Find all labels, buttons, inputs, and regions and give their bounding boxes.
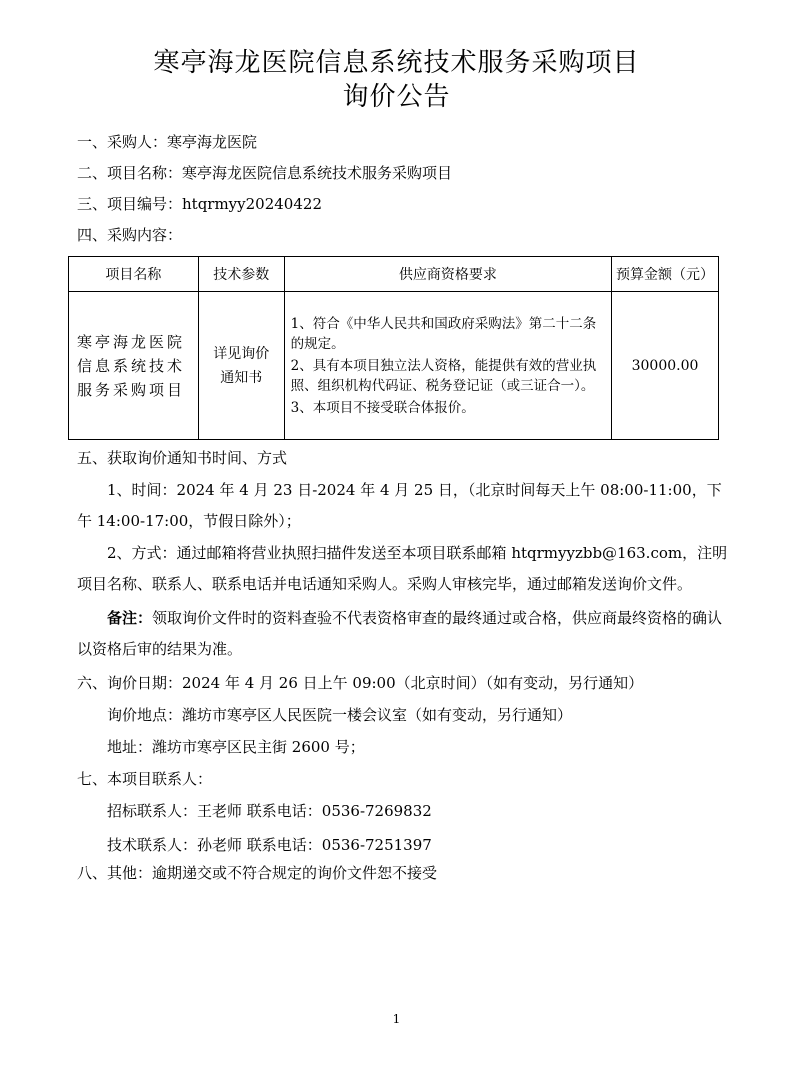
header-tech-params: 技术参数 xyxy=(198,257,284,292)
table-header-row xyxy=(69,257,719,292)
header-budget: 预算金额（元） xyxy=(612,257,719,292)
section-project-name: 二、项目名称：寒亭海龙医院信息系统技术服务采购项目 xyxy=(77,164,453,182)
qualification-item: 3、本项目不接受联合体报价。 xyxy=(290,399,475,416)
cell-supplier-qualification xyxy=(284,292,611,440)
inquiry-address: 地址：潍坊市寒亭区民主街 2600 号； xyxy=(107,738,365,756)
qualification-item: 1、符合《中华人民共和国政府采购法》第二十二条的规定。 xyxy=(290,315,597,352)
section-other: 八、其他：逾期递交或不符合规定的询价文件恕不接受 xyxy=(77,864,438,882)
document-title-line2: 询价公告 xyxy=(342,82,451,112)
cell-project-name-line: 信息系统技术 xyxy=(77,356,186,375)
header-project-name: 项目名称 xyxy=(69,257,199,292)
bid-contact: 招标联系人：王老师 联系电话：0536-7269832 xyxy=(107,802,432,820)
procurement-table xyxy=(68,256,719,440)
paragraph-method: 2、方式：通过邮箱将营业执照扫描件发送至本项目联系邮箱 htqrmyyzbb@163.com，注明项目名称、联系人、联系电话并电话通知采购人。采购人审核完毕，通过邮箱发送询价文件。 xyxy=(77,544,728,593)
qualification-item: 2、具有本项目独立法人资格，能提供有效的营业执照、组织机构代码证、税务登记证（或三证合一）。 xyxy=(290,357,597,394)
note-label: 备注： xyxy=(107,609,153,627)
cell-tech-params-line: 详见询价 xyxy=(213,345,270,362)
paragraph-note xyxy=(77,603,732,665)
cell-tech-params-line: 通知书 xyxy=(220,369,263,386)
table-row xyxy=(69,292,719,440)
document-title-line1: 寒亭海龙医院信息系统技术服务采购项目 xyxy=(153,48,640,78)
section-purchaser: 一、采购人：寒亭海龙医院 xyxy=(77,133,258,151)
cell-project-name-line: 服务采购项目 xyxy=(77,380,186,399)
section-project-number: 三、项目编号：htqrmyy20240422 xyxy=(77,195,322,213)
page-number: 1 xyxy=(392,1012,401,1026)
tech-contact: 技术联系人：孙老师 联系电话：0536-7251397 xyxy=(107,836,432,854)
note-text: 领取询价文件时的资料查验不代表资格审查的最终通过或合格，供应商最终资格的确认以资格后审的结果为准。 xyxy=(77,609,723,658)
cell-project-name-line: 寒亭海龙医院 xyxy=(77,332,186,351)
section-procurement-content: 四、采购内容： xyxy=(77,226,183,244)
section-inquiry-date: 六、询价日期：2024 年 4 月 26 日上午 09:00（北京时间）（如有变动，另行通知） xyxy=(77,674,644,692)
cell-tech-params xyxy=(198,292,284,440)
header-supplier-qualification: 供应商资格要求 xyxy=(284,257,611,292)
cell-project-name xyxy=(69,292,199,440)
section-contacts: 七、本项目联系人： xyxy=(77,770,213,788)
cell-budget-amount: 30000.00 xyxy=(612,292,719,440)
paragraph-time: 1、时间：2024 年 4 月 23 日-2024 年 4 月 25 日，（北京时间每天上午 08:00-11:00，下午 14:00-17:00，节假日除外）； xyxy=(77,481,722,530)
inquiry-location: 询价地点：潍坊市寒亭区人民医院一楼会议室（如有变动，另行通知） xyxy=(107,706,573,724)
section-obtain-notice: 五、获取询价通知书时间、方式 xyxy=(77,449,288,467)
